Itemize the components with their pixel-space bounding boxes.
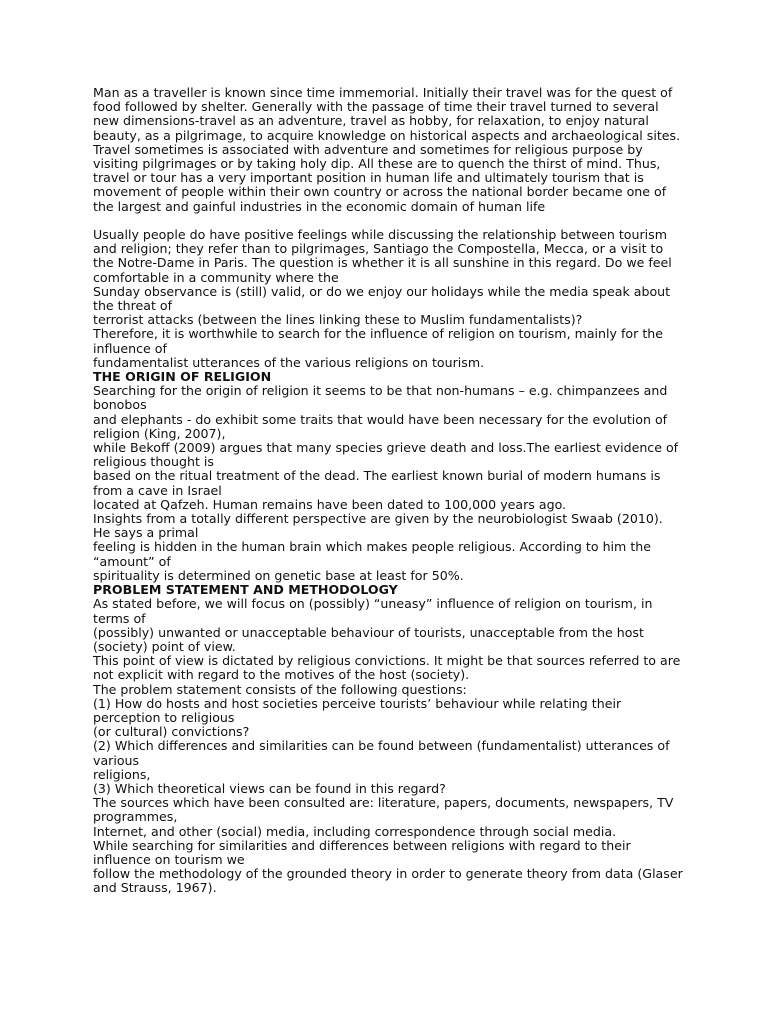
heading-origin-of-religion: THE ORIGIN OF RELIGION — [93, 369, 272, 385]
text-line: religions, — [93, 766, 151, 782]
text-line: This point of view is dictated by religious convictions. It might be that sources referred to are not explicit with regard to the motives of the host (society). — [93, 653, 681, 683]
origin-section — [93, 384, 683, 583]
text-line: terrorist attacks (between the lines linking these to Muslim fundamentalists)? — [93, 312, 583, 328]
text-line: Searching for the origin of religion it seems to be that non-humans – e.g. chimpanzees and bonobos — [93, 383, 668, 413]
text-line: Internet, and other (social) media, including correspondence through social media. — [93, 823, 617, 839]
text-line: (possibly) unwanted or unacceptable behaviour of tourists, unacceptable from the host (society) point of view. — [93, 624, 644, 654]
text-line: while Bekoff (2009) argues that many species grieve death and loss.The earliest evidence of religious thought is — [93, 440, 679, 470]
text-line: As stated before, we will focus on (possibly) “uneasy” influence of religion on tourism, in terms of — [93, 596, 653, 626]
text-line: (1) How do hosts and host societies perceive tourists’ behaviour while relating their perception to religious — [93, 695, 622, 725]
relationship-section — [93, 228, 683, 370]
text-line: Insights from a totally different perspective are given by the neurobiologist Swaab (2010). He says a primal — [93, 511, 663, 541]
text-line: (or cultural) convictions? — [93, 724, 250, 740]
text-line: (3) Which theoretical views can be found in this regard? — [93, 780, 446, 796]
text-line: Therefore, it is worthwhile to search for the influence of religion on tourism, mainly for the influence of — [93, 326, 663, 356]
text-line: fundamentalist utterances of the various religions on tourism. — [93, 354, 485, 370]
text-line: located at Qafzeh. Human remains have been dated to 100,000 years ago. — [93, 496, 567, 512]
text-line: feeling is hidden in the human brain which makes people religious. According to him the “amount” of — [93, 539, 651, 569]
problem-section — [93, 597, 683, 895]
text-line: The problem statement consists of the following questions: — [93, 681, 467, 697]
text-line: follow the methodology of the grounded theory in order to generate theory from data (Glaser and Strauss, 1967). — [93, 866, 683, 896]
paragraph-gap — [93, 214, 683, 228]
document-page — [93, 86, 683, 896]
text-line: spirituality is determined on genetic base at least for 50%. — [93, 567, 464, 583]
intro-paragraph: Man as a traveller is known since time immemorial. Initially their travel was for the quest of food followed by shelter. Generally with the passage of time their travel turned to several new dimensions-travel as an adventure, travel as hobby, for relaxation, to enjoy natural beauty, as a pilgrimage, to acquire knowledge on historical aspects and archaeological sites. Travel sometimes is associated with adventure and sometimes for religious purpose by visiting pilgrimages or by taking holy dip. All these are to quench the thirst of mind. Thus, travel or tour has a very important position in human life and ultimately tourism that is movement of people within their own country or across the national border became one of the largest and gainful industries in the economic domain of human life — [93, 85, 681, 214]
text-line: based on the ritual treatment of the dead. The earliest known burial of modern humans is from a cave in Israel — [93, 468, 661, 498]
text-line: Usually people do have positive feelings while discussing the relationship between tourism and religion; they refer than to pilgrimages, Santiago the Compostella, Mecca, or a visit to the Notre-Dame in Paris. The question is whether it is all sunshine in this regard. Do we feel comfortable in a community where the — [93, 227, 672, 285]
text-line: (2) Which differences and similarities can be found between (fundamentalist) utterances of various — [93, 738, 670, 768]
text-line: and elephants - do exhibit some traits that would have been necessary for the evolution of religion (King, 2007), — [93, 411, 668, 441]
text-line: While searching for similarities and differences between religions with regard to their influence on tourism we — [93, 837, 631, 867]
heading-problem-statement: PROBLEM STATEMENT AND METHODOLOGY — [93, 582, 398, 598]
text-line: The sources which have been consulted are: literature, papers, documents, newspapers, TV programmes, — [93, 795, 674, 825]
text-line: Sunday observance is (still) valid, or do we enjoy our holidays while the media speak about the threat of — [93, 283, 671, 314]
